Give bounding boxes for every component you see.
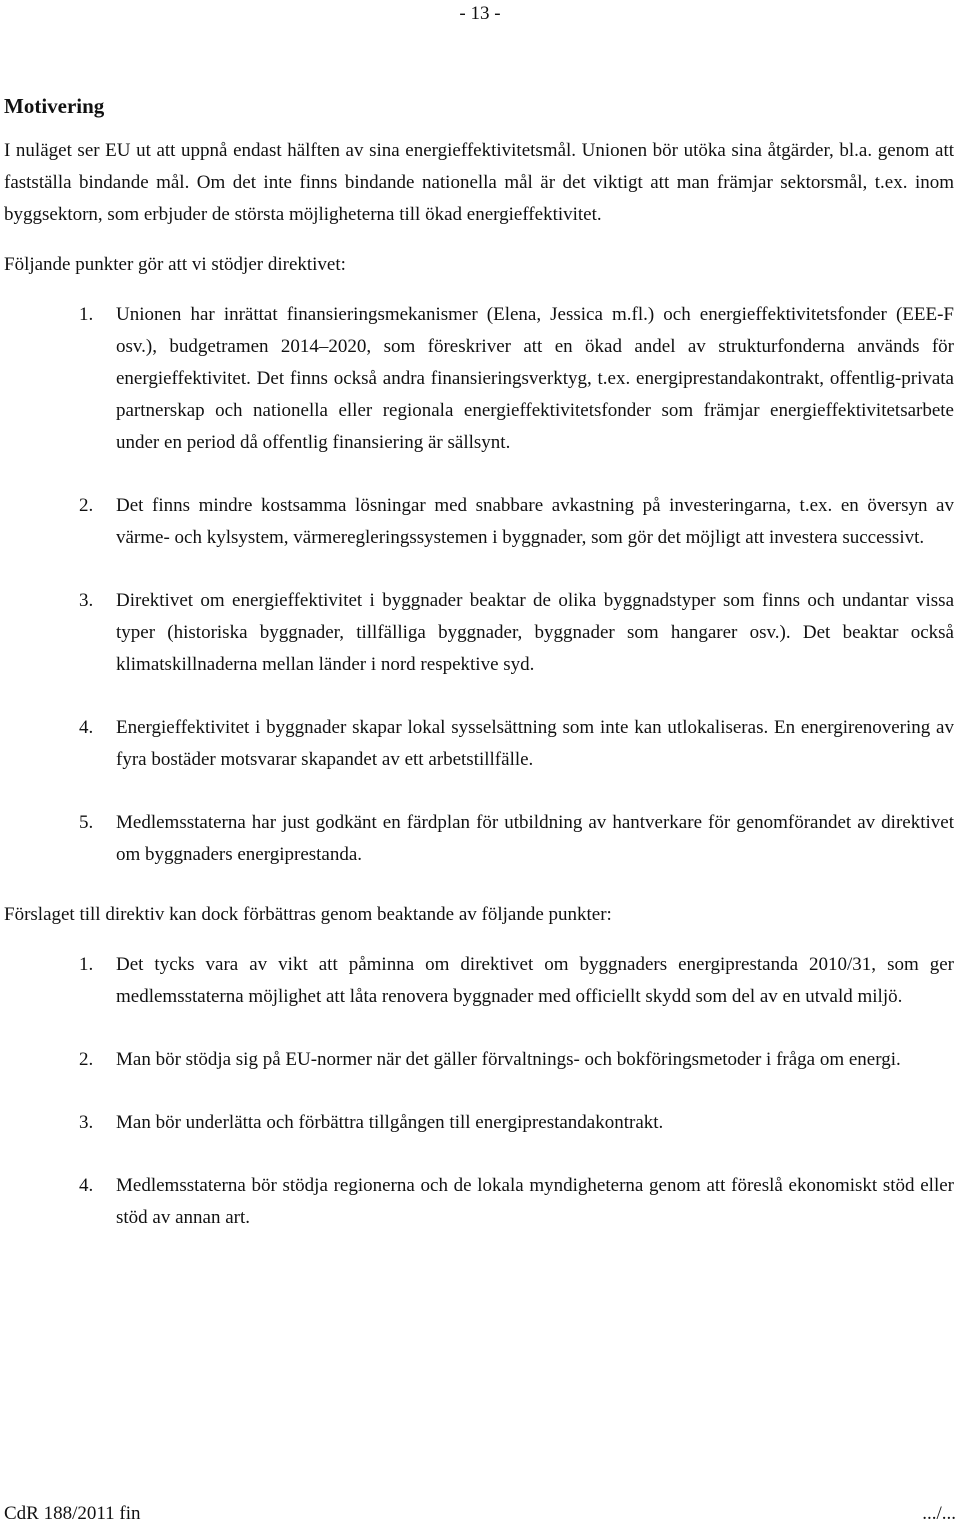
list-text: Man bör stödja sig på EU-normer när det gäller förvaltnings- och bokföringsmetoder i fråga om energi. bbox=[116, 1049, 901, 1070]
improve-intro: Förslaget till direktiv kan dock förbättras genom beaktande av följande punkter: bbox=[4, 904, 612, 925]
page-number: - 13 - bbox=[459, 3, 501, 24]
section-title: Motivering bbox=[4, 94, 105, 118]
list-text: Unionen har inrättat finansieringsmekanismer (Elena, Jessica m.fl.) och energieffektivitetsfonder (EEE-F osv.), budgetramen 2014–2020, som föreskriver att en ökad andel av strukturfonderna används för energieffektivitet. Det finns också andra finansieringsverktyg, t.ex. energiprestandakontrakt, offentlig-privata partnerskap och nationella eller regionala energieffektivitetsfonder som främjar energieffektivitetsarbete under en period då offentlig finansiering är sällsynt. bbox=[116, 304, 954, 453]
list-text: Energieffektivitet i byggnader skapar lokal sysselsättning som inte kan utlokaliseras. En energirenovering av fyra bostäder motsvarar skapandet av ett arbetstillfälle. bbox=[116, 717, 954, 770]
list-number: 5. bbox=[79, 812, 94, 833]
list-number: 2. bbox=[79, 1049, 94, 1070]
list-item bbox=[4, 299, 954, 459]
list-text: Medlemsstaterna har just godkänt en färdplan för utbildning av hantverkare för genomförandet av direktivet om byggnaders energiprestanda. bbox=[116, 812, 954, 865]
intro-paragraph: I nuläget ser EU ut att uppnå endast hälften av sina energieffektivitetsmål. Unionen bör utöka sina åtgärder, bl.a. genom att fastställa bindande mål. Om det inte finns bindande nationella mål är det viktigt att man främjar sektorsmål, t.ex. inom byggsektorn, som erbjuder de största möjligheterna till ökad energieffektivitet. bbox=[4, 140, 954, 225]
list-text: Det finns mindre kostsamma lösningar med snabbare avkastning på investeringarna, t.ex. en översyn av värme- och kylsystem, värmeregleringssystemen i byggnader, som gör det möjligt att investera successivt. bbox=[116, 495, 954, 548]
list-text: Det tycks vara av vikt att påminna om direktivet om byggnaders energiprestanda 2010/31, som ger medlemsstaterna möjlighet att låta renovera byggnader med officiellt skydd som del av en utvald miljö. bbox=[116, 954, 954, 1007]
list-item bbox=[4, 1107, 954, 1139]
list-number: 1. bbox=[79, 304, 94, 325]
list-number: 4. bbox=[79, 1175, 94, 1196]
list-number: 2. bbox=[79, 495, 94, 516]
list-number: 1. bbox=[79, 954, 94, 975]
list-number: 3. bbox=[79, 590, 94, 611]
list-text: Direktivet om energieffektivitet i byggnader beaktar de olika byggnadstyper som finns och undantar vissa typer (historiska byggnader, tillfälliga byggnader, byggnader som hangarer osv.). Det beaktar också klimatskillnaderna mellan länder i nord respektive syd. bbox=[116, 590, 954, 675]
list-number: 4. bbox=[79, 717, 94, 738]
list-item bbox=[4, 1170, 954, 1234]
support-intro: Följande punkter gör att vi stödjer direktivet: bbox=[4, 254, 346, 275]
list-item bbox=[4, 712, 954, 776]
document-body bbox=[4, 90, 954, 1234]
list-item bbox=[4, 807, 954, 871]
list-item bbox=[4, 490, 954, 554]
document-reference: CdR 188/2011 fin bbox=[4, 1503, 141, 1524]
list-item bbox=[4, 1044, 954, 1076]
list-item bbox=[4, 949, 954, 1013]
list-item bbox=[4, 585, 954, 681]
improve-list bbox=[4, 949, 954, 1234]
list-text: Man bör underlätta och förbättra tillgången till energiprestandakontrakt. bbox=[116, 1112, 664, 1133]
list-text: Medlemsstaterna bör stödja regionerna och de lokala myndigheterna genom att föreslå ekonomiskt stöd eller stöd av annan art. bbox=[116, 1175, 954, 1228]
continuation-marker: .../... bbox=[922, 1503, 956, 1524]
support-list bbox=[4, 299, 954, 871]
list-number: 3. bbox=[79, 1112, 94, 1133]
